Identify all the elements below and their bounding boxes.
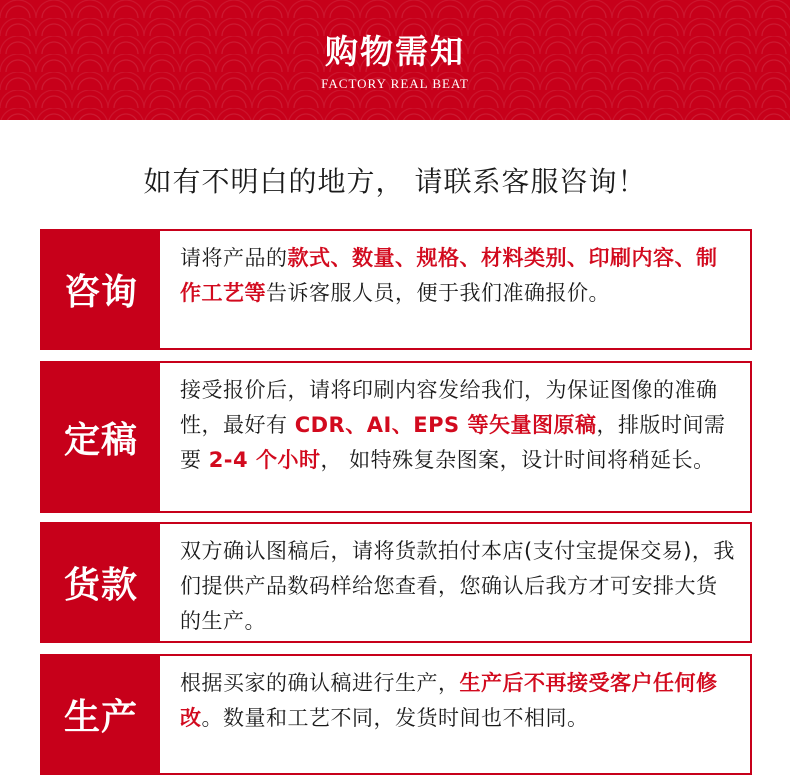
text-segment: 告诉客服人员，便于我们准确报价。 [266, 281, 610, 305]
highlight-segment: 生产后不再接受客户任何修改 [180, 671, 718, 730]
text-segment: 根据买家的确认稿进行生产， [180, 671, 460, 695]
card-label: 咨询 [42, 231, 160, 348]
text-segment: 请将产品的 [180, 246, 288, 270]
card-label: 生产 [42, 656, 160, 773]
intro-text: 如有不明白的地方， 请联系客服咨询！ [143, 165, 647, 198]
card-label: 货款 [42, 524, 160, 641]
banner-title: 购物需知 [325, 32, 465, 71]
highlight-segment: CDR、AI、EPS 等矢量图原稿 [294, 413, 597, 437]
card-label: 定稿 [42, 363, 160, 511]
highlight-segment: 2-4 个小时 [208, 448, 321, 472]
card-text [160, 363, 750, 511]
text-segment: 。数量和工艺不同，发货时间也不相同。 [201, 706, 589, 730]
header-banner [0, 0, 790, 120]
text-segment: ， 如特殊复杂图案，设计时间将稍延长。 [320, 448, 715, 472]
text-segment: ，排版时间需要 [180, 413, 726, 472]
banner-subtitle: FACTORY REAL BEAT [321, 76, 469, 91]
card-text [160, 231, 750, 348]
card-payment [40, 522, 752, 643]
card-production [40, 654, 752, 775]
card-finalize [40, 361, 752, 513]
highlight-segment: 款式、数量、规格、材料类别、印刷内容、制作工艺等 [180, 246, 718, 305]
card-text [160, 656, 750, 773]
text-segment: 接受报价后，请将印刷内容发给我们，为保证图像的准确性，最好有 [180, 378, 718, 437]
card-consult [40, 229, 752, 350]
text-segment: 双方确认图稿后，请将货款拍付本店(支付宝提保交易)，我们提供产品数码样给您查看，您确认后我方才可安排大货的生产。 [180, 539, 735, 633]
card-text [160, 524, 750, 641]
